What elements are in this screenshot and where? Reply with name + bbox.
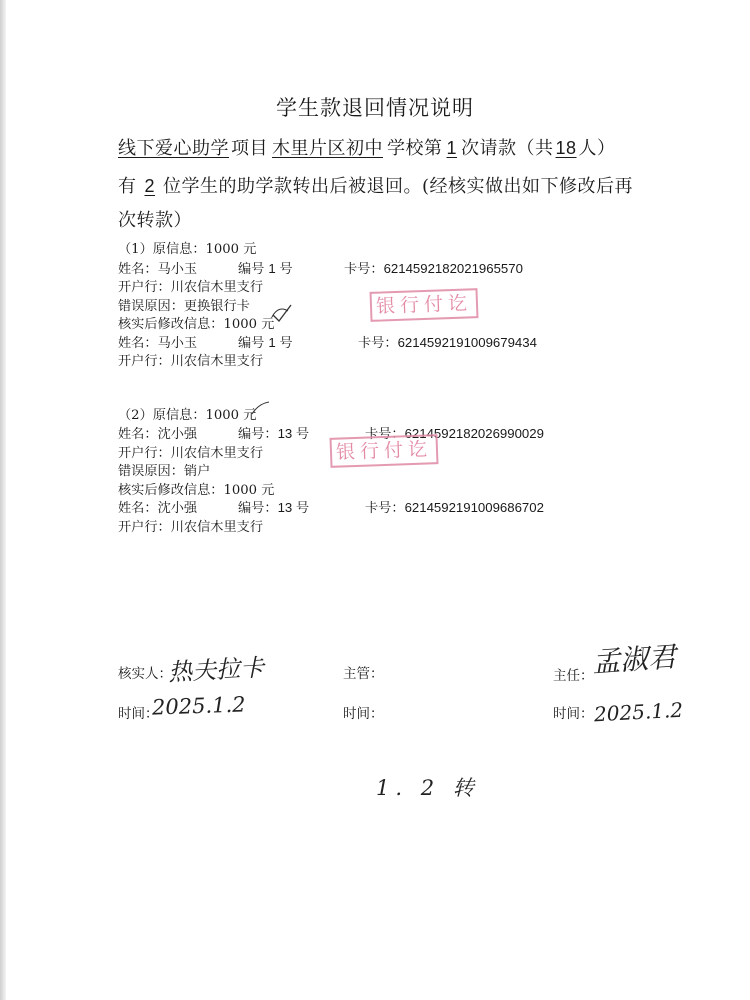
intro-have-word: 有 [118, 176, 137, 197]
intro-request-word: 次请款（共 [461, 138, 554, 159]
record-1-bank: 开户行：川农信木里支行 [118, 280, 264, 295]
record-2-bank: 开户行：川农信木里支行 [118, 446, 264, 461]
card-number: 6214592182021965570 [383, 261, 523, 276]
student-name: 沈小强 [157, 501, 198, 516]
student-number: 13 号 [277, 500, 310, 515]
intro-school-blank: 木里片区初中 [272, 138, 383, 159]
verifier-label: 核实人： [118, 666, 172, 682]
intro-line-3: 次转款） [118, 210, 192, 231]
record-2-number [238, 423, 309, 442]
intro-project-type: 线下爱心助学 [118, 138, 229, 159]
record-2-error: 错误原因：销户 [118, 464, 211, 479]
director-date: 2025.1.2 [593, 697, 684, 727]
card-number: 6214592182026990029 [404, 426, 544, 441]
record-1-card [344, 258, 523, 277]
record-2-revised-number [238, 497, 309, 516]
handwritten-mark-icon [270, 305, 290, 321]
director-signature: 孟淑君 [591, 640, 678, 679]
supervisor-label: 主管： [343, 666, 384, 682]
record-2-revised-info: 核实后修改信息：1000 元 [118, 483, 275, 498]
verifier-signature: 热夫拉卡 [167, 653, 265, 687]
intro-total-end: 人） [578, 138, 616, 159]
intro-project-word: 项目 [231, 138, 268, 159]
student-name: 马小玉 [157, 336, 198, 351]
card-label: 卡号： [344, 262, 384, 277]
verifier-time-label: 时间： [118, 706, 159, 722]
intro-line-1 [118, 134, 616, 160]
bank-paid-stamp: 银行付讫 [370, 288, 479, 322]
student-name: 马小玉 [157, 262, 198, 277]
record-2-revised-card [365, 497, 544, 516]
record-1-revised-info: 核实后修改信息：1000 元 [118, 317, 275, 332]
intro-line-2 [118, 172, 633, 198]
number-label: 编号： [238, 501, 278, 516]
record-2-revised-bank: 开户行：川农信木里支行 [118, 520, 264, 535]
name-label: 姓名： [118, 501, 158, 516]
card-label: 卡号： [365, 501, 405, 516]
record-1-original-info: （1）原信息：1000 元 [118, 242, 257, 257]
director-label: 主任： [553, 668, 594, 684]
student-number: 1 号 [268, 335, 293, 350]
record-1-name-row [118, 258, 197, 277]
card-label: 卡号： [365, 427, 405, 442]
student-name: 沈小强 [157, 427, 198, 442]
card-number: 6214592191009686702 [404, 500, 544, 515]
scan-edge [0, 0, 6, 1000]
intro-student-count-blank: 2 [144, 176, 156, 196]
card-label: 卡号： [358, 336, 398, 351]
bank-paid-stamp: 银行付讫 [330, 434, 439, 468]
verifier-date: 2025.1.2 [151, 692, 246, 720]
name-label: 姓名： [118, 336, 158, 351]
record-2-name-row [118, 423, 197, 442]
name-label: 姓名： [118, 427, 158, 442]
intro-school-word: 学校第 [387, 138, 443, 159]
intro-request-no-blank: 1 [446, 138, 458, 158]
record-1-error: 错误原因：更换银行卡 [118, 299, 250, 314]
document-title: 学生款退回情况说明 [276, 96, 474, 120]
student-number: 13 号 [277, 426, 310, 441]
record-1-revised-bank: 开户行：川农信木里支行 [118, 354, 264, 369]
record-1-revised-card [358, 332, 537, 351]
supervisor-time-label: 时间： [343, 706, 384, 722]
record-2-original-info: （2）原信息：1000 元 [118, 408, 257, 423]
number-label: 编号： [238, 427, 278, 442]
record-1-number [238, 258, 293, 277]
student-number: 1 号 [268, 261, 293, 276]
number-label: 编号 [238, 336, 265, 351]
director-time-label: 时间： [553, 706, 594, 722]
card-number: 6214592191009679434 [397, 335, 537, 350]
intro-returned-text: 位学生的助学款转出后被退回。(经核实做出如下修改后再 [163, 176, 634, 197]
record-2-revised-name-row [118, 497, 197, 516]
record-1-revised-number [238, 332, 293, 351]
name-label: 姓名： [118, 262, 158, 277]
record-1-revised-name-row [118, 332, 197, 351]
number-label: 编号 [238, 262, 265, 277]
intro-total-blank: 18 [555, 138, 577, 158]
transfer-note: 1. 2 转 [376, 776, 480, 800]
handwritten-mark-icon [250, 400, 272, 422]
